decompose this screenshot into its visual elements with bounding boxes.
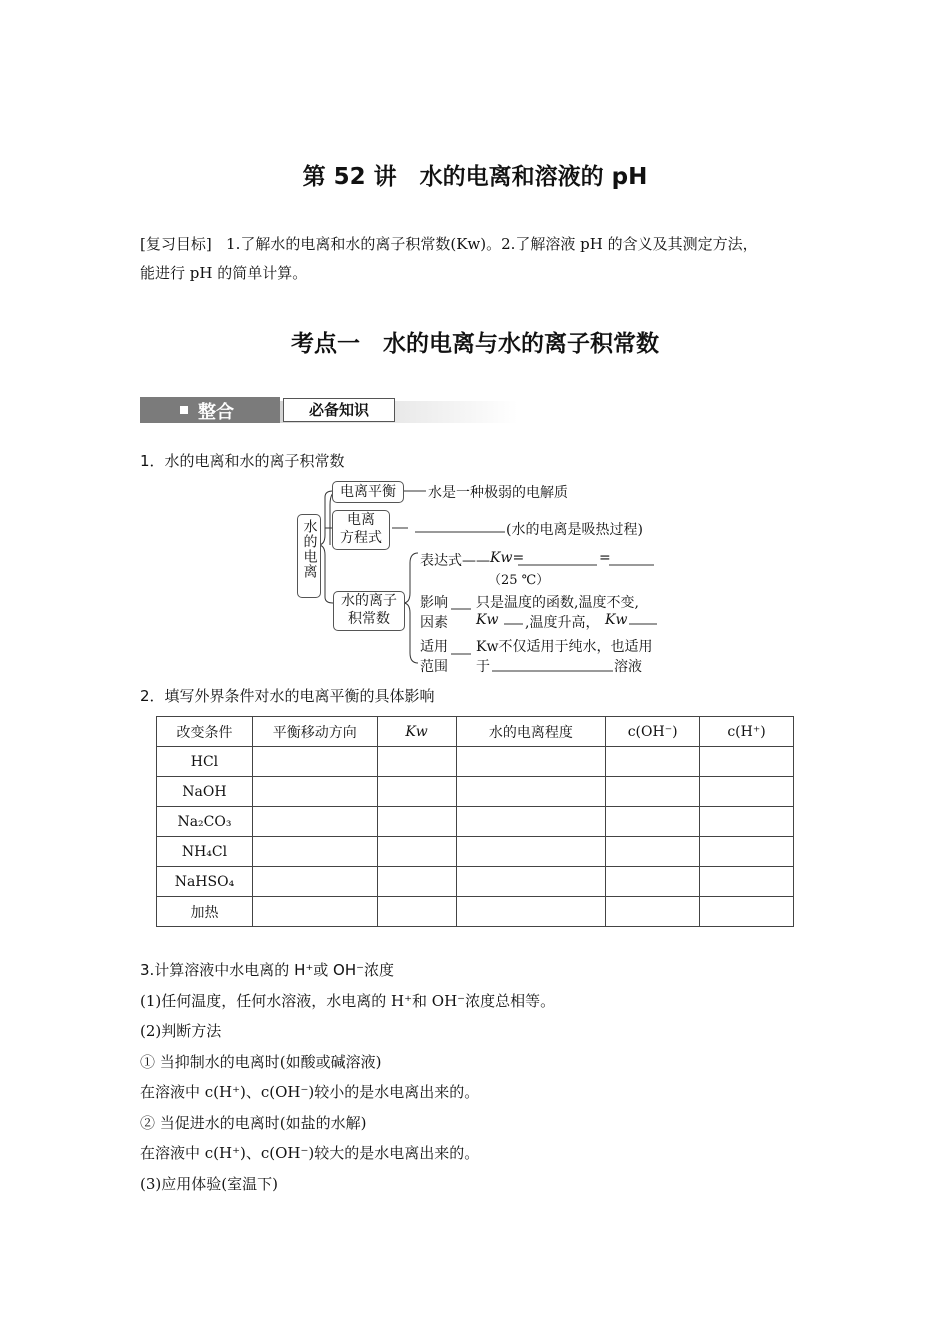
body-heading-3: 3.计算溶液中水电离的 H⁺或 OH⁻浓度	[140, 961, 395, 979]
table-cell: 加热	[157, 897, 253, 927]
expression-label: 表达式——	[420, 553, 490, 569]
table-cell	[252, 867, 377, 897]
branch3-line1: 水的离子	[341, 593, 397, 609]
factor-line2: ,温度升高，	[525, 615, 600, 631]
banner-right: 必备知识	[283, 398, 395, 422]
branch1-desc: 水是一种极弱的电解质	[428, 485, 568, 501]
body-line: ② 当促进水的电离时(如盐的水解)	[140, 1113, 367, 1132]
branch2-desc: (水的电离是吸热过程)	[506, 522, 643, 538]
body-line: (1)任何温度，任何水溶液，水电离的 H⁺和 OH⁻浓度总相等。	[140, 991, 556, 1010]
table-cell	[606, 807, 700, 837]
table-cell	[252, 807, 377, 837]
table-cell	[700, 747, 794, 777]
body-text	[140, 955, 555, 1199]
table-cell	[252, 747, 377, 777]
table-cell	[377, 897, 456, 927]
expression-kw: Kw=	[490, 550, 525, 566]
table-cell	[377, 807, 456, 837]
factor-kw-1: Kw	[476, 612, 499, 628]
table-cell	[377, 747, 456, 777]
body-line: (2)判断方法	[140, 1022, 222, 1040]
table-header: 水的电离程度	[456, 717, 606, 747]
table-cell	[606, 747, 700, 777]
table-row	[157, 777, 794, 807]
body-line: (3)应用体验(室温下)	[140, 1174, 278, 1193]
table-cell	[377, 867, 456, 897]
table-cell	[377, 777, 456, 807]
table-cell	[252, 777, 377, 807]
table-row	[157, 837, 794, 867]
factor-label-2: 因素	[420, 615, 448, 631]
table-cell	[606, 777, 700, 807]
factor-kw-2: Kw	[605, 612, 628, 628]
banner-left: 整合	[198, 402, 234, 423]
table-row	[157, 897, 794, 927]
heading-1: 1．水的电离和水的离子积常数	[140, 452, 345, 470]
table-cell	[252, 897, 377, 927]
square-icon	[180, 406, 188, 414]
table-cell	[456, 837, 606, 867]
scope-line2-b: 溶液	[614, 659, 642, 675]
table-header: 平衡移动方向	[252, 717, 377, 747]
conditions-table	[156, 716, 794, 927]
table-cell	[377, 837, 456, 867]
factor-line1: 只是温度的函数,温度不变,	[476, 595, 639, 611]
table-cell	[700, 807, 794, 837]
table-cell	[456, 777, 606, 807]
section-banner	[140, 397, 518, 427]
table-cell	[606, 837, 700, 867]
diagram-root	[297, 514, 321, 598]
goal-label: [复习目标]	[140, 235, 212, 253]
table-row	[157, 807, 794, 837]
table-cell	[700, 837, 794, 867]
factor-label-1: 影响	[420, 595, 448, 611]
section-title: 考点一 水的电离与水的离子积常数	[291, 331, 659, 357]
expression-eq: =	[599, 550, 611, 566]
scope-label-2: 范围	[420, 659, 448, 675]
goal-line2: 能进行 pH 的简单计算。	[140, 264, 308, 282]
table-cell	[606, 897, 700, 927]
table-cell	[456, 867, 606, 897]
table-row	[157, 747, 794, 777]
goal-line1: 1.了解水的电离和水的离子积常数(Kw)。2.了解溶液 pH 的含义及其测定方法，	[226, 235, 758, 253]
scope-line2-a: 于	[476, 659, 490, 675]
branch2-line1: 电离	[347, 512, 375, 528]
branch2-line2: 方程式	[340, 530, 382, 546]
body-line: 在溶液中 c(H⁺)、c(OH⁻)较大的是水电离出来的。	[140, 1144, 480, 1162]
scope-label-1: 适用	[420, 639, 448, 655]
review-goals	[140, 230, 820, 288]
branch-ionization-equation	[332, 510, 390, 550]
table-header: c(H⁺)	[700, 717, 794, 747]
table-cell	[700, 897, 794, 927]
branch-ionization-equilibrium: 电离平衡	[332, 481, 404, 503]
table-cell	[606, 867, 700, 897]
table-header: 改变条件	[157, 717, 253, 747]
branch3-line2: 积常数	[348, 611, 390, 627]
table-cell: NH₄Cl	[157, 837, 253, 867]
table-header-row	[157, 717, 794, 747]
root-label: 水的电离	[301, 519, 318, 579]
table-cell	[700, 867, 794, 897]
table-row	[157, 867, 794, 897]
table-header: c(OH⁻)	[606, 717, 700, 747]
table-cell	[456, 897, 606, 927]
table-cell	[700, 777, 794, 807]
table-cell	[252, 837, 377, 867]
expression-temp: （25 ℃）	[488, 573, 550, 588]
table-cell	[456, 807, 606, 837]
page-title: 第 52 讲 水的电离和溶液的 pH	[302, 164, 648, 190]
table-cell	[456, 747, 606, 777]
scope-line1: Kw不仅适用于纯水，也适用	[476, 639, 653, 655]
branch-ion-product	[333, 591, 405, 631]
table-cell: Na₂CO₃	[157, 807, 253, 837]
table-cell: NaHSO₄	[157, 867, 253, 897]
body-line: ① 当抑制水的电离时(如酸或碱溶液)	[140, 1052, 382, 1071]
table-cell: HCl	[157, 747, 253, 777]
table-cell: NaOH	[157, 777, 253, 807]
heading-2: 2．填写外界条件对水的电离平衡的具体影响	[140, 687, 435, 705]
table-header: Kw	[377, 717, 456, 747]
body-line: 在溶液中 c(H⁺)、c(OH⁻)较小的是水电离出来的。	[140, 1083, 480, 1101]
